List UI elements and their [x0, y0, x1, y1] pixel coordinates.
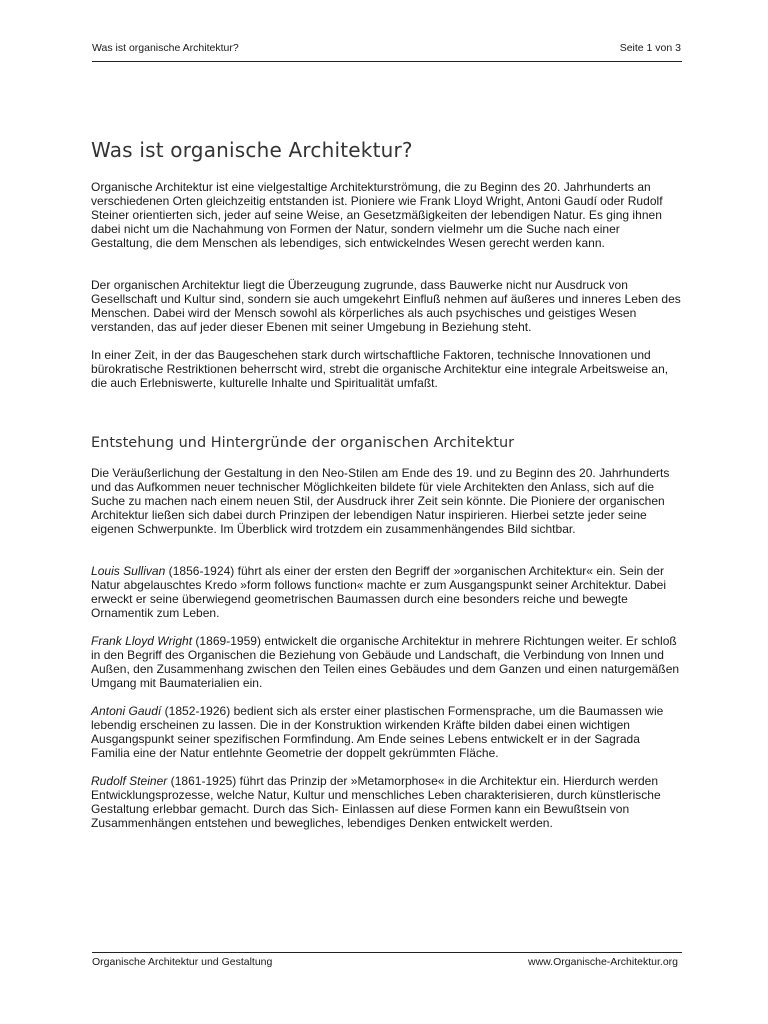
footer-title: Organische Architektur und Gestaltung — [92, 956, 273, 968]
architect-text: (1852-1926) bedient sich als erster einer plastischen Formensprache, um die Baumassen wie lebendig erscheinen zu lassen. Die in der Konstruktion wirkenden Kräfte bilden dabei einen wichtigen Ausgangspunkt seiner spezifischen Formfindung. Am Ende seines Lebens entwickelt er in der Sagrada Familia eine der Natur entlehnte Geometrie der doppelt gekrümmten Fläche. — [91, 704, 664, 761]
architect-paragraph — [91, 634, 681, 690]
architect-name: Louis Sullivan — [91, 564, 166, 578]
architect-name: Frank Lloyd Wright — [91, 634, 193, 648]
architect-name: Rudolf Steiner — [91, 774, 168, 788]
architect-text: (1856-1924) führt als einer der ersten den Begriff der »organischen Architektur« ein. Sein der Natur abgelauschtes Kredo »form follows function« machte er zum Ausgangspunkt seiner Architektur. Dabei erweckt er seine überwiegend geometrischen Baumassen durch eine besonders reiche und bewegte Ornamentik zum Leben. — [91, 564, 667, 621]
architect-text: (1861-1925) führt das Prinzip der »Metamorphose« in die Architektur ein. Hierdurch werden Entwicklungsprozesse, welche Natur, Kultur und menschliches Leben charakterisieren, durch künstlerische Gestaltung erlebbar gemacht. Durch das Sich- Einlassen auf diese Formen kann ein Bewußtsein von Zusammenhängen entstehen und bewegliches, lebendiges Denken entwickelt werden. — [91, 774, 661, 831]
section-heading: Entstehung und Hintergründe der organischen Architektur — [91, 435, 515, 451]
page-footer — [92, 952, 682, 969]
intro-paragraph-3: In einer Zeit, in der das Baugeschehen stark durch wirtschaftliche Faktoren, technische Innovationen und bürokratische Restriktionen beherrscht wird, strebt die organische Architektur eine integrale Arbeitsweise an, die auch Erlebniswerte, kulturelle Inhalte und Spiritualität umfaßt. — [91, 348, 669, 391]
footer-website-link[interactable]: www.Organische-Architektur.org — [528, 956, 678, 968]
section-intro: Die Veräußerlichung der Gestaltung in den Neo-Stilen am Ende des 19. und zu Beginn des 20. Jahrhunderts und das Aufkommen neuer technischer Möglichkeiten bildete für viele Architekten den Anlass, sich auf die Suche zu machen nach einem neuen Stil, der Ausdruck ihrer Zeit sein könnte. Die Pioniere der organischen Architektur ließen sich dabei durch Prinzipen der lebendigen Natur inspirieren. Hierbei setzte jeder seine eigenen Schwerpunkte. Im Überblick wird trotzdem ein zusammenhängendes Bild sichtbar. — [91, 466, 670, 537]
intro-paragraph-1: Organische Architektur ist eine vielgestaltige Architekturströmung, die zu Beginn des 20. Jahrhunderts an verschiedenen Orten gleichzeitig entstanden ist. Pioniere wie Frank Lloyd Wright, Antoni Gaudí oder Rudolf Steiner orientierten sich, jeder auf seine Weise, an Gesetzmäßigkeiten der lebendigen Natur. Es ging ihnen dabei nicht um die Nachahmung von Formen der Natur, sondern vielmehr um die Suche nach einer Gestaltung, die dem Menschen als lebendiges, sich entwickelndes Wesen gerecht werden kann. — [91, 180, 663, 251]
architect-text: (1869-1959) entwickelt die organische Architektur in mehrere Richtungen weiter. Er schloß in den Begriff des Organischen die Beziehung von Gebäude und Landschaft, die Verbindung von Innen und Außen, den Zusammenhang zwischen den Teilen eines Gebäudes und dem Ganzen und einen naturgemäßen Umgang mit Baumaterialien ein. — [91, 634, 680, 691]
header-title: Was ist organische Architektur? — [92, 42, 239, 54]
architect-paragraph — [91, 704, 681, 760]
intro-paragraph-2: Der organischen Architektur liegt die Überzeugung zugrunde, dass Bauwerke nicht nur Ausdruck von Gesellschaft und Kultur sind, sondern sie auch umgekehrt Einfluß nehmen auf äußeres und inneres Leben des Menschen. Dabei wird der Mensch sowohl als körperliches als auch psychisches und geistiges Wesen verstanden, das auf jeder dieser Ebenen mit seiner Umgebung in Beziehung steht. — [91, 278, 681, 335]
architect-paragraph — [91, 774, 681, 830]
main-title: Was ist organische Architektur? — [91, 138, 413, 162]
page-number: Seite 1 von 3 — [619, 42, 681, 54]
architect-name: Antoni Gaudí — [91, 704, 162, 718]
page-header — [92, 42, 682, 62]
architect-paragraph — [91, 564, 681, 620]
